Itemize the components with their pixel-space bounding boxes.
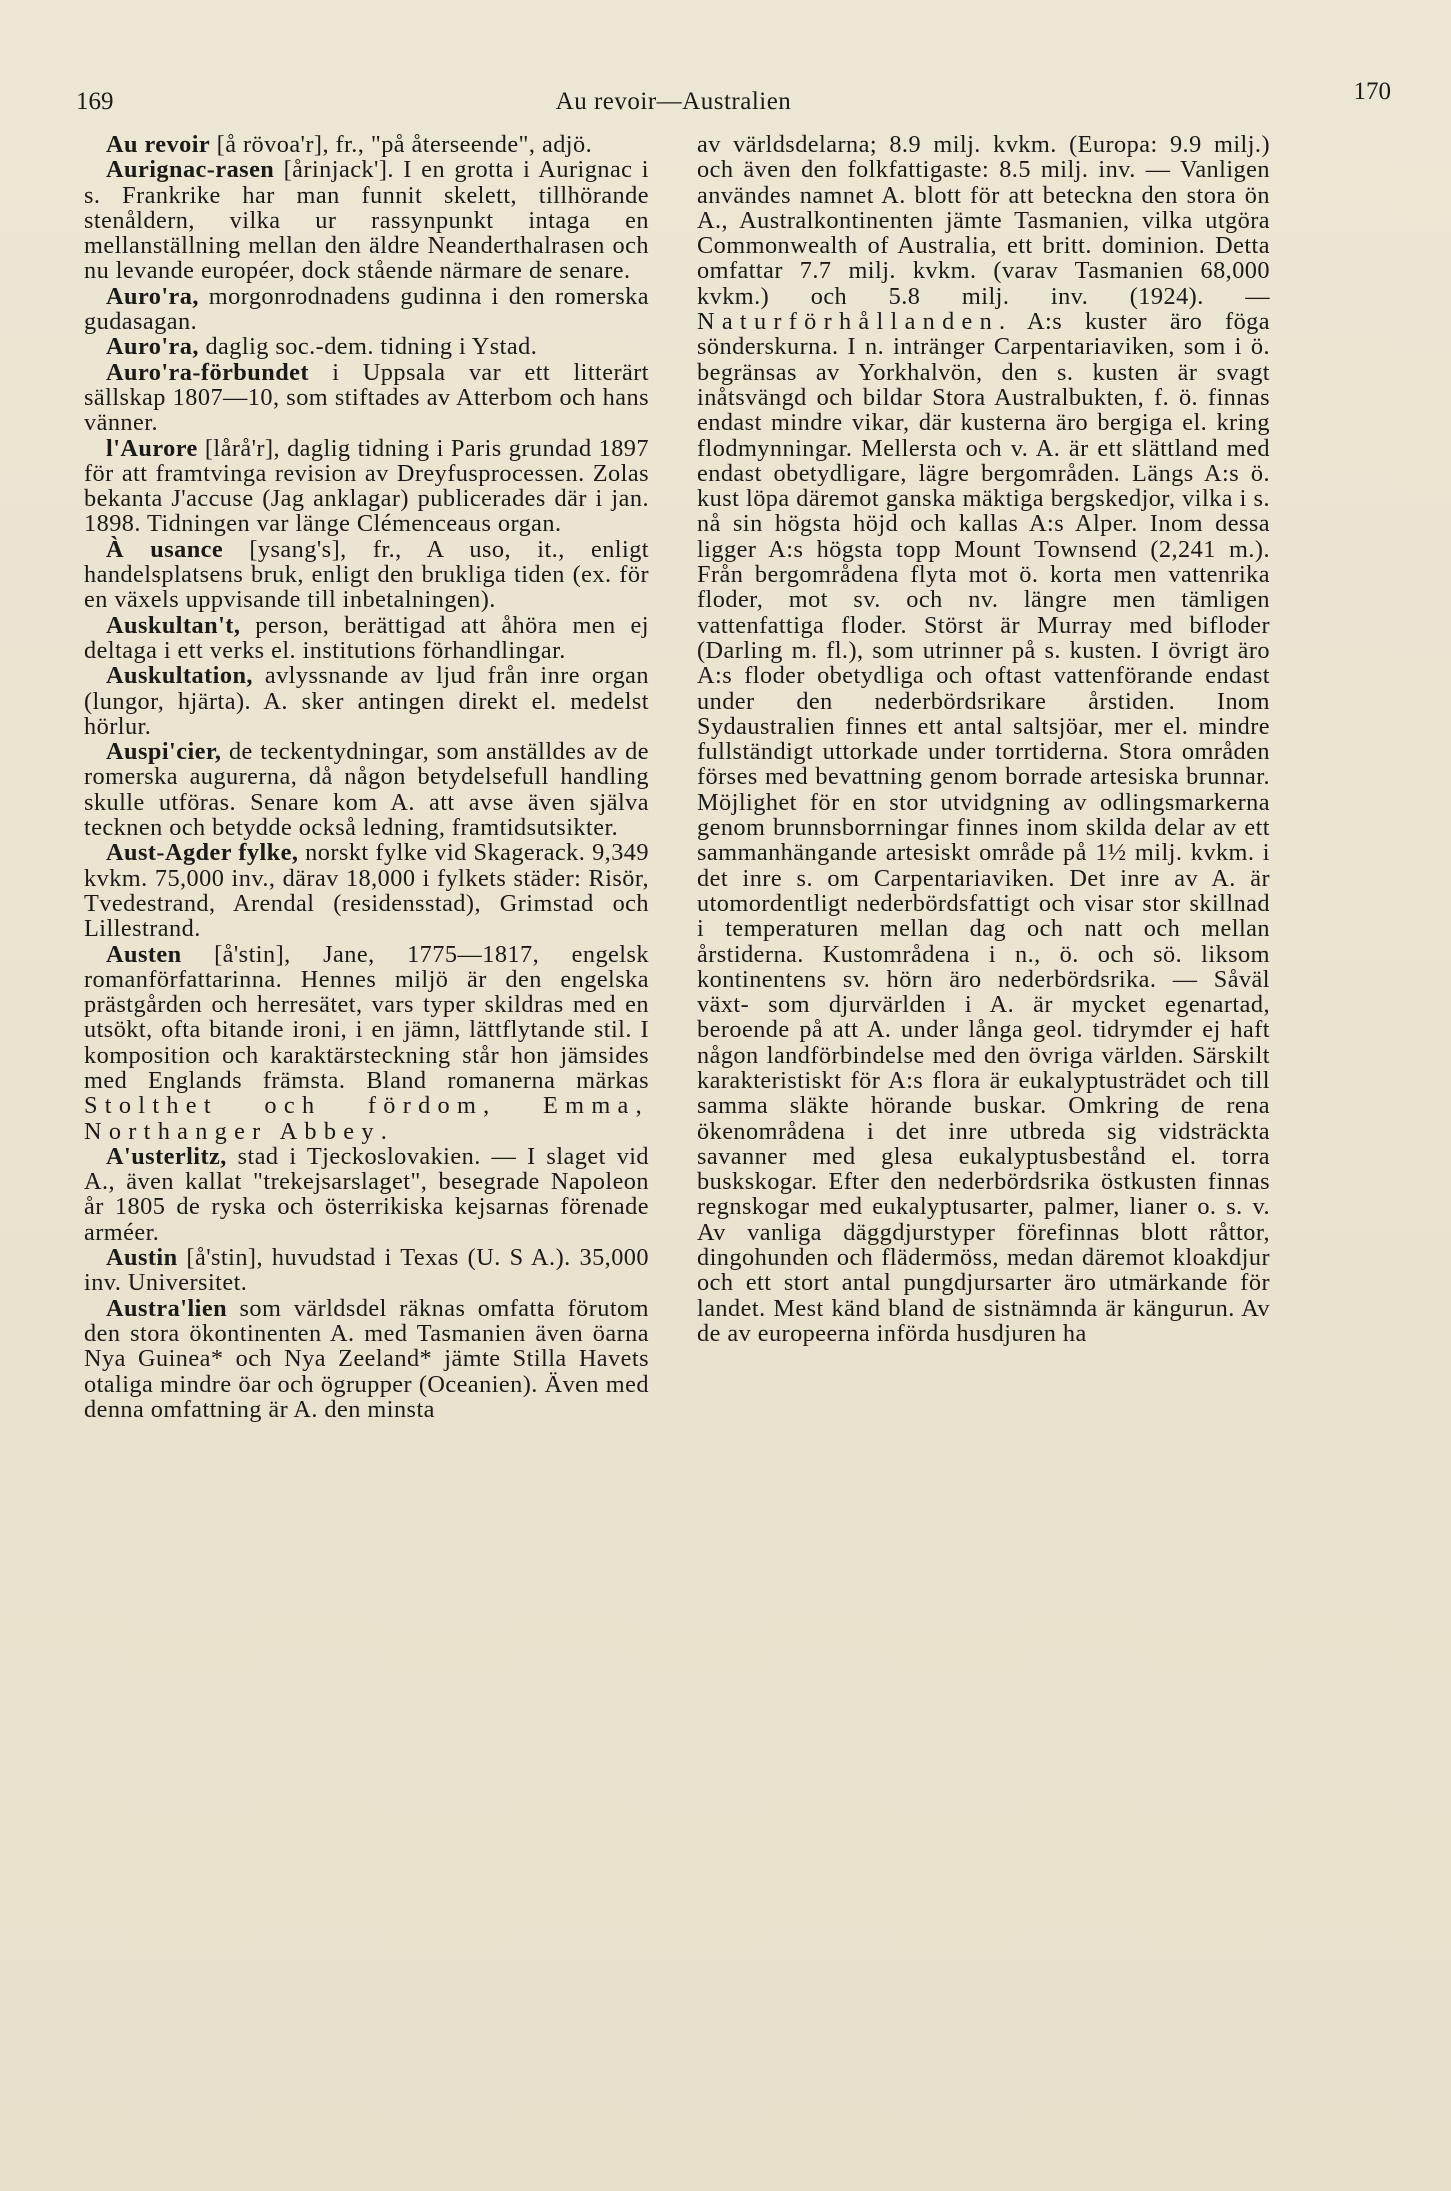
entry-text: som världsdel räknas omfatta förutom den stora ökontinenten A. med Tasmanien även öarna Nya Guinea* och Nya Zeeland* jämte Stilla Havets otaliga mindre öar och ögrupper (Oceanien). Även med denna omfattning är A. den minsta [84, 1294, 649, 1423]
entry [84, 942, 649, 1144]
entry-continuation [697, 132, 1270, 1346]
entry-tail: . [380, 1117, 388, 1145]
entry-text: de teckentydningar, som anställdes av de romerska augurerna, då någon betydelsefull handling skulle utföras. Senare kom A. att avse även själva tecknen och betydde också ledning, framtidsutsikter. [84, 738, 649, 842]
entry-headword: Auskultation, [106, 662, 253, 690]
entry-headword: Auspi'cier, [106, 738, 222, 766]
entry-text: [å'stin], Jane, 1775—1817, engelsk romanförfattarinna. Hennes miljö är den engelska prästgården och herresätet, vars typer skildras med en utsökt, ofta bitande ironi, i en jämn, lättflytande stil. I komposition och karaktärsteckning står hon jämsides med Englands främsta. Bland romanerna märkas [84, 940, 649, 1094]
entry-text: [årinjack']. I en grotta i Aurignac i s. Frankrike har man funnit skelett, tillhörande stenåldern, vilka ur rassynpunkt intaga en mellanställning mellan den äldre Neanderthalrasen och nu levande européer, dock stående närmare de senare. [84, 156, 649, 285]
entry-headword: Auro'ra-förbundet [106, 358, 309, 386]
entry-headword: Auskultan't, [106, 611, 241, 639]
entry-headword: Auro'ra, [106, 333, 199, 361]
entry-text: [ysang's], fr., A uso, it., enligt handelsplatsens bruk, enligt den brukliga tiden (ex. för en växels uppvisande till inbetalningen). [84, 535, 649, 614]
page-number-right: 170 [1353, 78, 1391, 105]
entry [84, 840, 649, 941]
entry-headword: l'Aurore [106, 434, 198, 462]
entry-spaced-titles: Stolthet och fördom, Emma, Northanger Abbey [84, 1092, 649, 1145]
entry [84, 157, 649, 283]
entry-text: stad i Tjeckoslovakien. — I slaget vid A., även kallat "trekejsarslaget", besegrade Napoleon år 1805 de ryska och österrikiska kejsarnas förenade arméer. [84, 1142, 649, 1246]
entry-headword: Au revoir [106, 131, 211, 158]
entry-headword: À usance [106, 535, 224, 563]
entry-headword: Auro'ra, [106, 282, 199, 310]
entry [84, 663, 649, 739]
section-heading-spaced: Naturförhållanden [697, 308, 1000, 336]
entry [84, 132, 649, 157]
entry-headword: Aust-Agder fylke, [106, 839, 299, 867]
running-head: Au revoir—Australien [555, 88, 792, 115]
entry-text: morgonrodnadens gudinna i den romerska gudasagan. [84, 282, 649, 336]
entry [84, 334, 649, 359]
entry [84, 360, 649, 436]
page-number-left: 169 [76, 88, 114, 115]
entry-headword: Austin [106, 1244, 178, 1272]
entry-text: daglig soc.-dem. tidning i Ystad. [198, 333, 538, 361]
entry [84, 284, 649, 335]
right-column [697, 132, 1270, 1346]
entry-text: [å'stin], huvudstad i Texas (U. S A.). 35,000 inv. Universitet. [84, 1244, 649, 1297]
entry-headword: Austra'lien [106, 1294, 228, 1322]
entry-text: i Uppsala var ett litterärt sällskap 1807—10, som stiftades av Atterbom och hans vänner. [84, 358, 649, 437]
entry-text: person, berättigad att åhöra men ej deltaga i ett verks el. institutions förhandlingar. [84, 611, 649, 664]
left-column [84, 132, 649, 1422]
entry [84, 537, 649, 613]
entry [84, 739, 649, 840]
entry-text: norskt fylke vid Skagerack. 9,349 kvkm. 75,000 inv., därav 18,000 i fylkets städer: Risör, Tvedestrand, Arendal (residensstad), Grimstad och Lillestrand. [84, 839, 650, 943]
entry-text: avlyssnande av ljud från inre organ (lungor, hjärta). A. sker antingen direkt el. medelst hörlur. [84, 662, 649, 740]
entry [84, 1296, 649, 1422]
entry [84, 436, 649, 537]
entry-text: . A:s kuster äro föga sönderskurna. I n. intränger Carpentariaviken, som i ö. begränsas av Yorkhalvön, den s. kusten är svagt inåtsvängd och bildar Stora Australbukten, f. ö. finnas endast mindre vikar, där kusterna äro bergiga el. kring flodmynningar. Mellersta och v. A. är ett slättland med endast obetydligare, lägre bergområden. Längs A:s ö. kust löpa däremot ganska mäktiga bergskedjor, vilka i s. nå sin högsta höjd och kallas A:s Alper. Inom dessa ligger A:s högsta topp Mount Townsend (2,241 m.). Från bergområdena flyta mot ö. korta men vattenrika floder, mot sv. och nv. längre men tämligen vattenfattiga floder. Störst är Murray med bifloder (Darling m. fl.), som utrinner på s. kusten. I övrigt äro A:s floder obetydliga och oftast vattenförande endast under den nederbördsrikare årstiden. Inom Sydaustralien finnes ett antal saltsjöar, mer el. mindre fullständigt uttorkade under torrtiderna. Stora områden förses med bevattning genom borrade artesiska brunnar. Möjlighet för en stor utvidgning av odlingsmarkerna genom brunnsborrningar finnes inom skilda delar av ett sammanhängande artesiskt område på 1½ milj. kvkm. i det inre s. om Carpentariaviken. Det inre av A. är utomordentligt nederbördsfattigt och visar stor skillnad i temperaturen mellan dag och natt och mellan årstiderna. Kustområdena i n., ö. och sö. liksom kontinentens sv. hörn äro nederbördsrika. — Såväl växt- som djurvärlden i A. är mycket egenartad, beroende på att A. under långa geol. tidrymder ej haft någon landförbindelse med den övriga världen. Särskilt karakteristiskt för A:s flora är eukalyptusträdet och till samma släkte hörande buskar. Omkring de rena ökenområdena i det inre utbreda sig vidsträckta savanner med glesa eukalyptusbestånd el. torra buskskogar. Efter den nederbördsrika östkusten finnas regnskogar med eukalyptusarter, palmer, lianer o. s. v. Av vanliga däggdjurstyper förefinnas blott råttor, dingohunden och flädermöss, medan däremot kloakdjur och ett stort antal pungdjursarter äro utmärkande för landet. Mest känd bland de sistnämnda är kängurun. Av de av europeerna införda husdjuren ha [697, 308, 1270, 1347]
entry [84, 1245, 649, 1296]
entry-text: [lårå'r], daglig tidning i Paris grundad 1897 för att framtvinga revision av Dreyfusprocessen. Zolas bekanta J'accuse (Jag anklagar) publicerades där i jan. 1898. Tidningen var länge Clémenceaus organ. [84, 434, 649, 538]
entry-text: av världsdelarna; 8.9 milj. kvkm. (Europa: 9.9 milj.) och även den folkfattigaste: 8.5 milj. inv. — Vanligen användes namnet A. blott för att beteckna den stora ön A., Australkontinenten jämte Tasmanien, vilka utgöra Commonwealth of Australia, ett britt. dominion. Detta omfattar 7.7 milj. kvkm. (varav Tasmanien 68,000 kvkm.) och 5.8 milj. inv. (1924). — [697, 131, 1270, 310]
entry [84, 613, 649, 664]
entry-headword: Austen [106, 940, 182, 968]
entry [84, 1144, 649, 1245]
page-header [76, 78, 1391, 118]
entry-headword: A'usterlitz, [106, 1142, 227, 1170]
entry-text: [å rövoa'r], fr., "på återseende", adjö. [210, 131, 593, 158]
entry-headword: Aurignac-rasen [106, 156, 275, 184]
